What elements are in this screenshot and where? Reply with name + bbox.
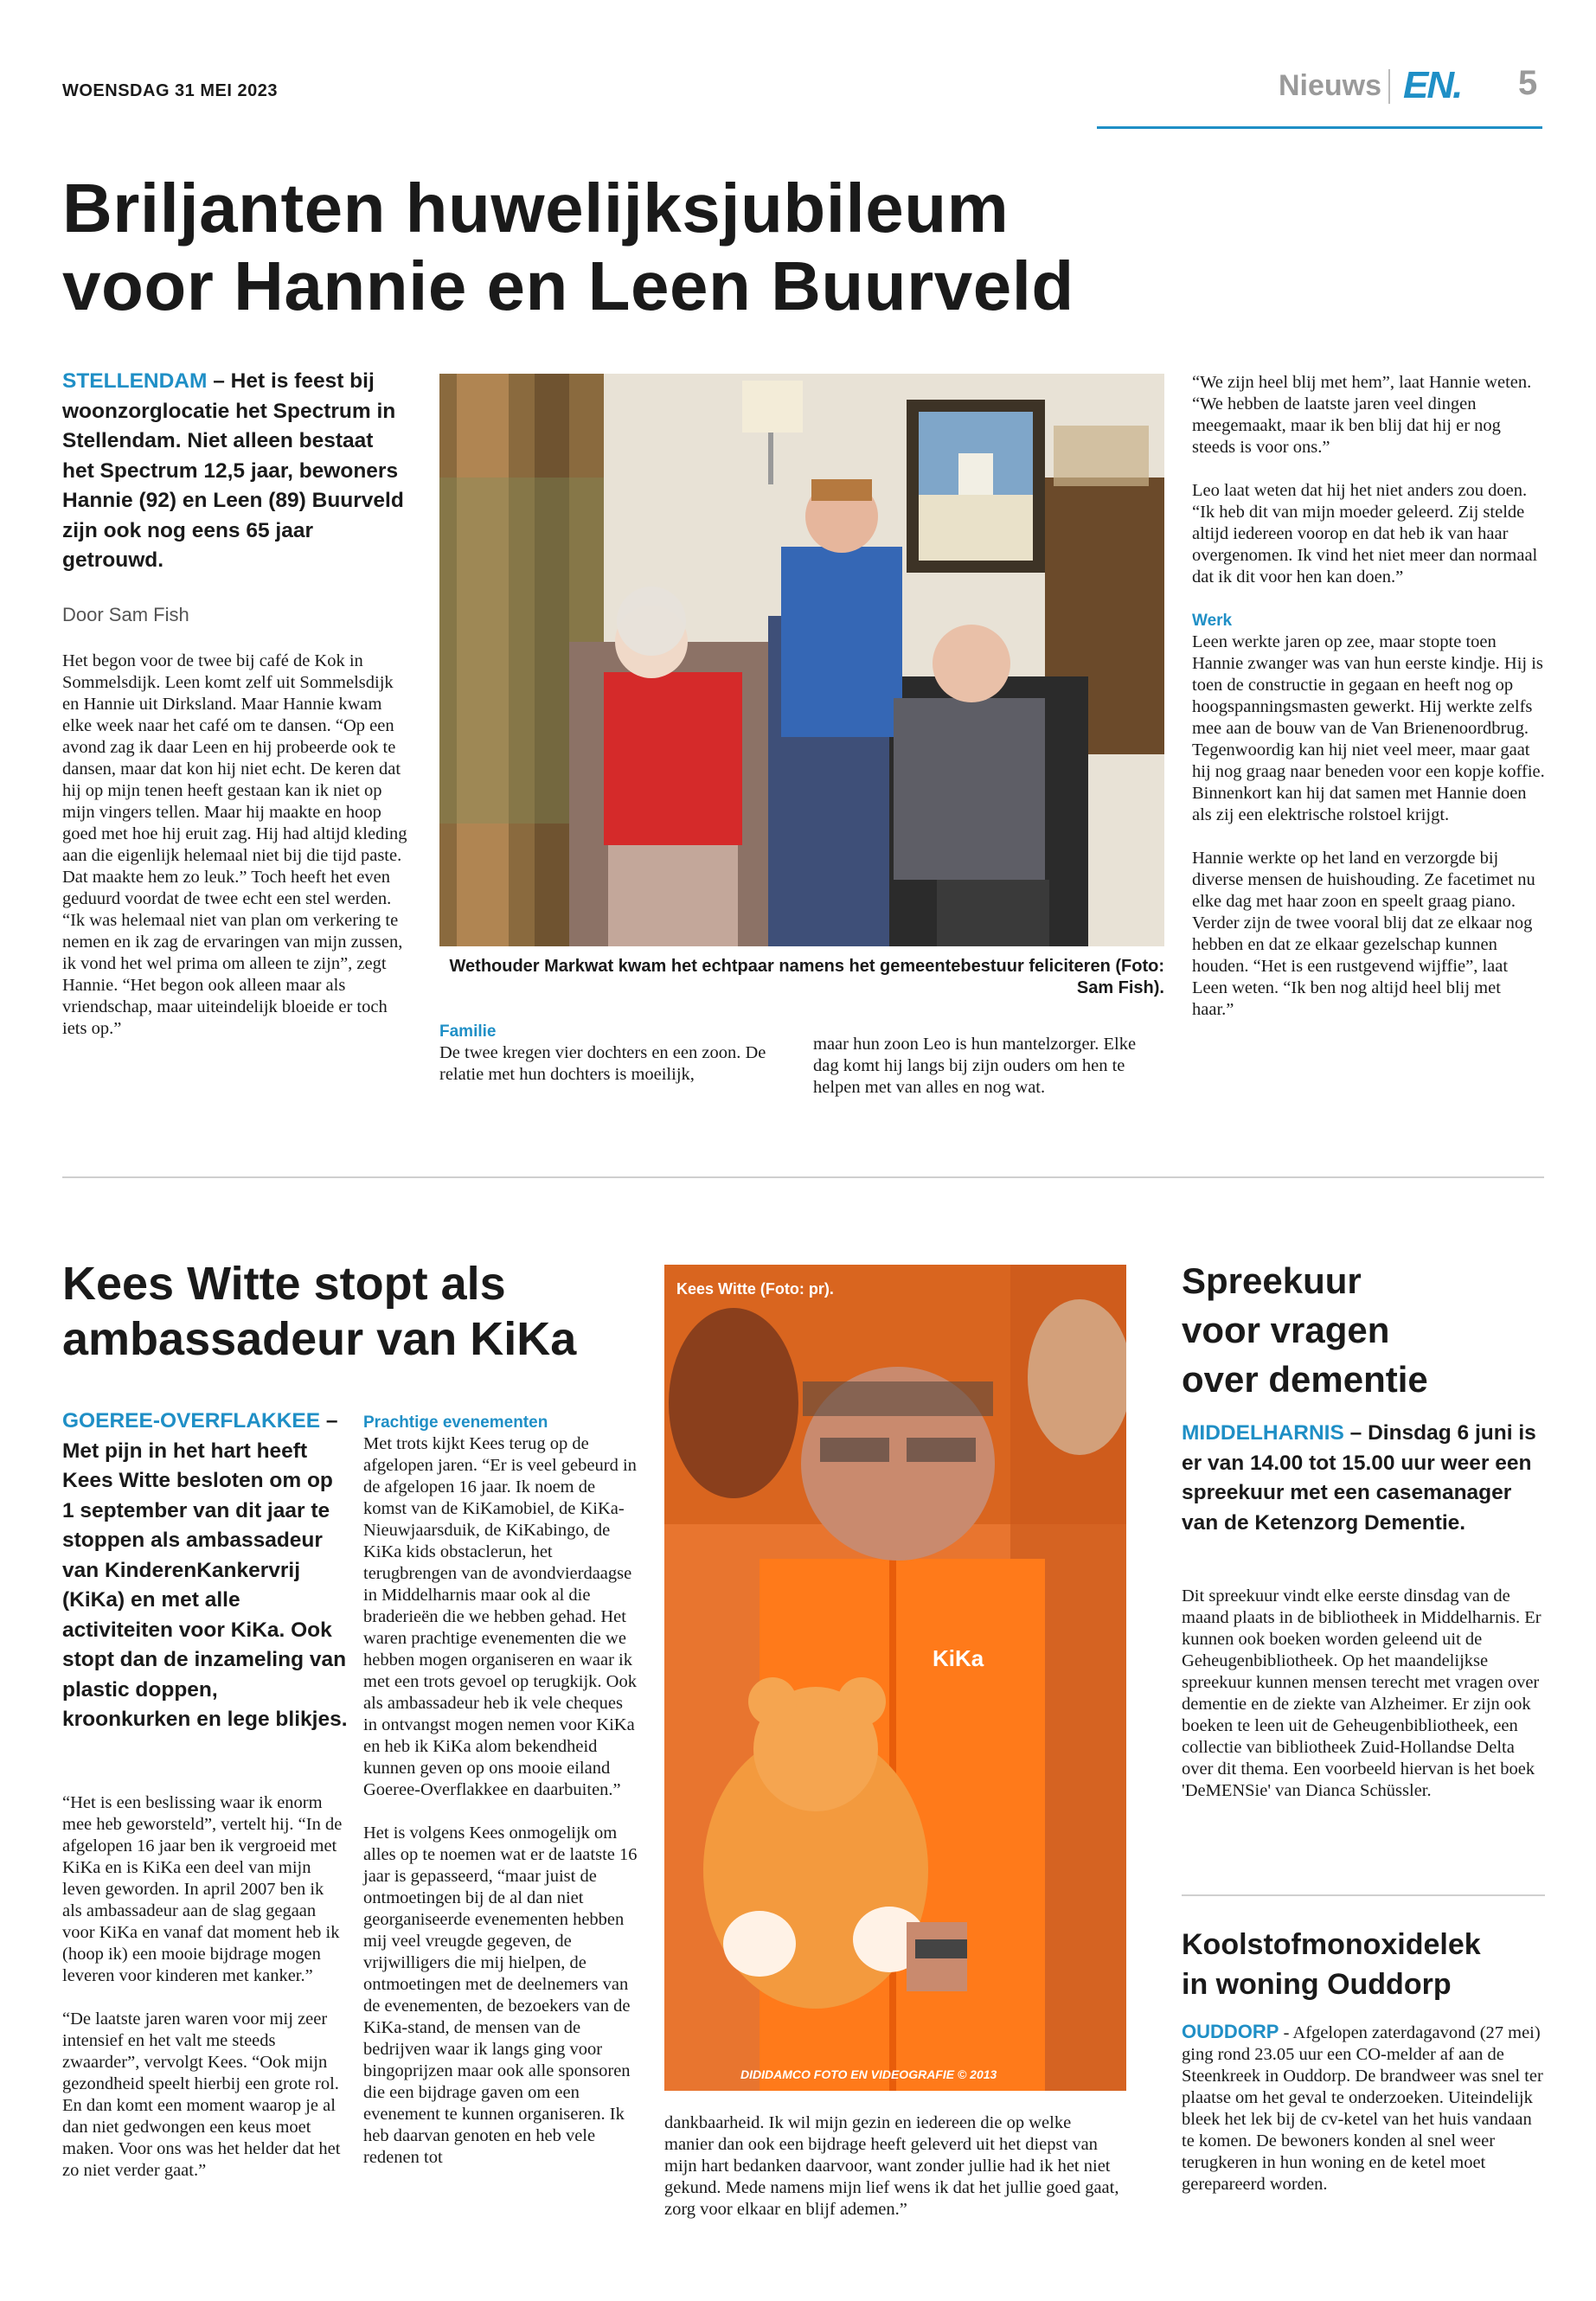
article2-column2: [363, 1412, 640, 2190]
article4-text: - Afgelopen zaterdagavond (27 mei) ging rond 23.05 uur een CO-melder af aan de Steenkreek in Ouddorp. De brandweer was snel ter plaatse om het geval te onderzoeken. Uiteindelijk bleek het lek bij de cv-ketel van het huis vandaan te komen. De bewoners konden al snel weer terugkeren in hun woning en de ketel moet gerepareerd worden.: [1182, 2023, 1543, 2194]
lead-text: – Met pijn in het hart heeft Kees Witte besloten om op 1 september van dit jaar te stoppen als ambassadeur van KinderenKankervrij (KiKa) en met alle activiteiten voor KiKa. Ook stopt dan de inzameling van plastic doppen, kroonkurken en lege blikjes.: [62, 1409, 348, 1731]
headline-line: ambassadeur van KiKa: [62, 1313, 577, 1365]
newspaper-logo[interactable]: EN.: [1403, 64, 1462, 106]
section-label[interactable]: Nieuws: [1279, 69, 1382, 102]
paragraph: Leo laat weten dat hij het niet anders zou doen. “Ik heb dit van mijn moeder geleerd. Zij stelde altijd iedereen voorop en dat heb ik van haar overgenomen. Ik vind het niet meer dan normaal dat ik dit voor hen kan doen.”: [1192, 481, 1538, 586]
dateline-place: STELLENDAM: [62, 369, 208, 393]
lead-text: – Dinsdag 6 juni is er van 14.00 tot 15.00 uur weer een spreekuur met een casemanager van de Ketenzorg Dementie.: [1182, 1421, 1536, 1535]
article2-headline: [62, 1256, 668, 1367]
article2-column3: dankbaarheid. Ik wil mijn gezin en iedereen die op welke manier dan ook een bijdrage heeft geleverd uit het diepst van mijn hart bedanken daarvoor, want zonder jullie had ik het niet gekund. Mede namens mijn lief wens ik dat het jullie goed gaat, zorg voor elkaar en blijf ademen.”: [664, 2113, 1119, 2219]
subhead-familie: Familie: [439, 1022, 497, 1041]
paragraph: Hannie werkte op het land en verzorgde bij diverse mensen de huishouding. Ze facetimet nu elke dag met haar zoon en speelt graag piano. Verder zijn de twee vooral blij dat ze elkaar nog hebben en dat ze elkaar gezelschap kunnen houden. “Het is een rustgevend wijffie”, laat Leen weten. “Ik ben nog altijd heel blij met haar.”: [1192, 849, 1535, 1019]
paragraph: Met trots kijkt Kees terug op de afgelopen jaren. “Er is veel gebeurd in de afgelopen 16 jaar. Ik noem de komst van de KiKamobiel, de KiKa-Nieuwjaarsduik, de KiKabingo, de KiKa kids obstaclerun, het terugbrengen van de avondvierdaagse in Middelharnis maar ook al die braderieën die we hebben gehad. Het waren prachtige evenementen die we hebben mogen organiseren en waar ik met een trots gevoel op terugkijk. Ook als ambassadeur heb ik vele cheques in ontvangst mogen nemen voor KiKa en heb ik KiKa alom bekendheid kunnen geven op ons mooie eiland Goeree-Overflakkee en daarbuiten.”: [363, 1434, 637, 1799]
paragraph: “Het is een beslissing waar ik enorm mee heb geworsteld”, vertelt hij. “In de afgelopen 16 jaar ben ik vergroeid met KiKa en is KiKa een deel van mijn leven geworden. In april 2007 ben ik als ambassadeur aan de slag gegaan voor KiKa en vanaf dat moment heb ik (hoop ik) een mooie bijdrage mogen leveren voor kinderen met kanker.”: [62, 1793, 343, 1985]
page-number: 5: [1518, 64, 1538, 102]
dateline-place: MIDDELHARNIS: [1182, 1421, 1344, 1445]
article4-body: [1182, 2021, 1545, 2195]
headline-line: voor vragen: [1182, 1310, 1390, 1350]
headline-line: Spreekuur: [1182, 1260, 1362, 1301]
kees-witte-photo: [664, 1265, 1126, 2091]
article4-headline: [1182, 1925, 1545, 2004]
jubilee-photo: [439, 374, 1164, 946]
section-divider: [62, 1176, 1544, 1178]
headline-line: Koolstofmonoxidelek: [1182, 1928, 1481, 1961]
kees-witte-photo-illustration: [664, 1265, 1126, 2091]
dateline-place: GOEREE-OVERFLAKKEE: [62, 1409, 321, 1433]
paragraph: Het is volgens Kees onmogelijk om alles op te noemen wat er de laatste 16 jaar is gepasseerd, “maar juist de ontmoetingen bij de al dan niet georganiseerde evenementen hebben mij veel vreugde gegeven, de vrijwilligers die mij hielpen, de ontmoetingen met de deelnemers van de evenementen, de bezoekers van de KiKa-stand, de mensen van de bedrijven waar ik langs ging voor bingoprijzen maar ook alle sponsoren die een bijdrage gaven om een evenement te kunnen organiseren. Ik heb daarvan genoten en heb vele redenen tot: [363, 1823, 638, 2167]
kees-photo-credit: Kees Witte (Foto: pr).: [676, 1280, 834, 1298]
header-rule: [1097, 126, 1542, 129]
subhead-evenementen: Prachtige evenementen: [363, 1413, 548, 1432]
paragraph: “De laatste jaren waren voor mij zeer intensief en het valt me steeds zwaarder”, vervolgt Kees. “Ook mijn gezondheid speelt hierbij een grote rol. En dan komt een moment waarop je al dan niet gedwongen een keus moet maken. Voor ons was het helder dat het zo niet verder gaat.”: [62, 2009, 341, 2180]
headline-line: Kees Witte stopt als: [62, 1258, 506, 1310]
headline-line: in woning Ouddorp: [1182, 1968, 1452, 2001]
subhead-werk: Werk: [1192, 612, 1233, 630]
header-separator: [1388, 69, 1390, 104]
article3-lead: [1182, 1419, 1549, 1538]
headline-line: voor Hannie en Leen Buurveld: [62, 247, 1074, 324]
article1-lead: [62, 367, 408, 576]
article3-headline: [1182, 1256, 1545, 1404]
photo-watermark: DIDIDAMCO FOTO EN VIDEOGRAFIE © 2013: [740, 2067, 997, 2081]
article2-lead: [62, 1407, 348, 1735]
kika-shirt-logo: KiKa: [933, 1645, 984, 1671]
paragraph: Leen werkte jaren op zee, maar stopte toen Hannie zwanger was van hun eerste kindje. Hij is toen de constructie in gegaan en heeft nog op hoogspanningsmasten gewerkt. Hij werkte zelfs mee aan de bouw van de Van Brienenoordbrug. Tegenwoordig kan hij niet veel meer, maar gaat hij nog graag naar beneden voor een kopje koffie. Binnenkort kan hij dat samen met Hannie doen als zij een elektrische rolstoel krijgt.: [1192, 632, 1545, 824]
article1-familie-continued: maar hun zoon Leo is hun mantelzorger. Elke dag komt hij langs bij zijn ouders om hen te helpen met van alles en nog wat.: [813, 1035, 1137, 1097]
jubilee-photo-caption: Wethouder Markwat kwam het echtpaar namens het gemeentebestuur feliciteren (Foto: Sam Fish).: [449, 957, 1164, 997]
article1-headline: [62, 170, 1273, 325]
section-divider: [1182, 1894, 1545, 1896]
article3-body: Dit spreekuur vindt elke eerste dinsdag van de maand plaats in de bibliotheek in Middelharnis. Er kunnen ook boeken worden geleend uit de Geheugenbibliotheek. Op het maandelijkse spreekuur kunnen mensen terecht met vragen over dementie en de ziekte van Alzheimer. Er zijn ook boeken te leen uit de Geheugenbibliotheek, een collectie van bibliotheek Zuid-Hollandse Delta over dit thema. Een voorbeeld hiervan is het boek 'DeMENSie' van Dianca Schüssler.: [1182, 1586, 1542, 1800]
byline: Door Sam Fish: [62, 604, 189, 625]
article2-column1: [62, 1792, 343, 2203]
familie-text-a: De twee kregen vier dochters en een zoon. De relatie met hun dochters is moeilijk,: [439, 1043, 766, 1084]
headline-line: Briljanten huwelijksjubileum: [62, 170, 1010, 247]
headline-line: over dementie: [1182, 1359, 1428, 1400]
lead-text: – Het is feest bij woonzorglocatie het Spectrum in Stellendam. Niet alleen bestaat het Spectrum 12,5 jaar, bewoners Hannie (92) en Leen (89) Buurveld zijn ook nog eens 65 jaar getrouwd.: [62, 369, 404, 572]
issue-date: WOENSDAG 31 MEI 2023: [62, 81, 278, 100]
dateline-place: OUDDORP: [1182, 2021, 1279, 2042]
article1-familie: [439, 1021, 785, 1086]
jubilee-photo-illustration: [439, 374, 1164, 946]
article1-column1: Het begon voor de twee bij café de Kok in Sommelsdijk. Leen komt zelf uit Sommelsdijk en Hannie uit Dirksland. Maar Hannie kwam elke week naar het café om te dansen. “Op een avond zag ik daar Leen en hij probeerde ook te dansen, maar dat kon hij niet echt. De keren dat hij op mijn tenen heeft gestaan kan ik niet op mijn vingers tellen. Maar hij maakte en hoop goed met hoe hij eruit zag. Hij had altijd kleding aan die eigenlijk helemaal niet bij die tijd paste. Dat maakte hem zo leuk.” Toch heeft het even geduurd voordat de twee echt een stel werden. “Ik was helemaal niet van plan om verkering te nemen en ik zag de ervaringen van mijn zussen, ik vond het wel prima om alleen te zijn”, zegt Hannie. “Het begon ook alleen maar als vriendschap, maar uiteindelijk bloeide er toch iets op.”: [62, 651, 407, 1038]
article1-column4: [1192, 372, 1545, 1042]
paragraph: “We zijn heel blij met hem”, laat Hannie weten. “We hebben de laatste jaren veel dingen meegemaakt, maar ik ben blij dat hij er nog steeds is voor ons.”: [1192, 373, 1532, 457]
